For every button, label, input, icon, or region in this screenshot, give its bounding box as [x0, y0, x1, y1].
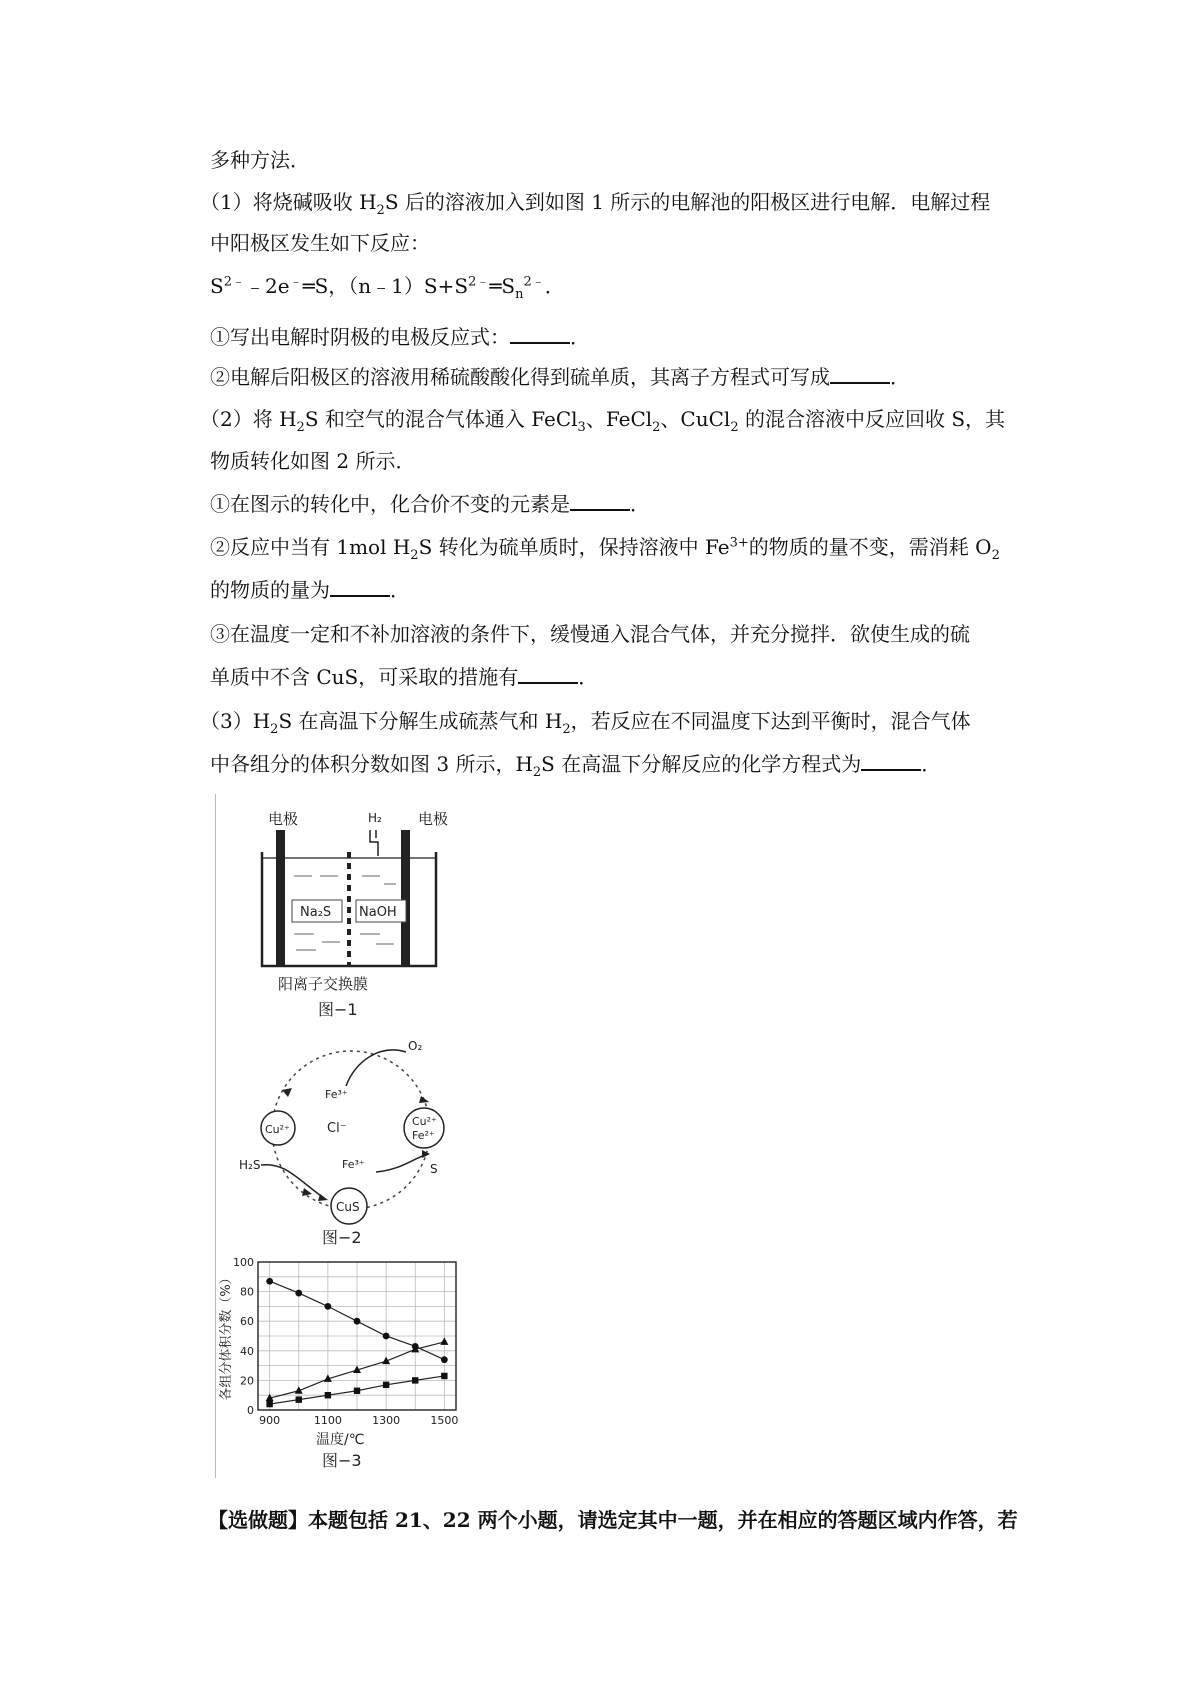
- question-3-intro: $(3)H_2S$ 在高温下分解生成硫蒸气和 $H_2$，若反应在不同温度下达到平衡时，混合气体: [200, 709, 971, 737]
- data-point-square: [441, 1373, 447, 1379]
- answer-blank-2-1[interactable]: [570, 509, 630, 511]
- x-tick-label: 1300: [372, 1414, 401, 1427]
- question-1-1: ①写出电解时阴极的电极反应式： ．: [210, 325, 590, 349]
- text-line-12: 单质中不含 CuS，可采取的措施有 ．: [210, 665, 599, 689]
- figure-1-caption: 图−1: [318, 1000, 358, 1019]
- y-tick-label: 100: [233, 1256, 254, 1269]
- data-point-circle: [354, 1318, 361, 1325]
- data-point-square: [412, 1377, 418, 1383]
- answer-blank-2-3[interactable]: [518, 682, 578, 684]
- text-line-0: 多种方法．: [210, 148, 310, 172]
- answer-blank-1-1[interactable]: [510, 342, 570, 344]
- cl-label: Cl⁻: [327, 1121, 347, 1136]
- electrode-label-left: 电极: [268, 810, 299, 828]
- figure-1: [215, 794, 476, 1030]
- y-tick-label: 20: [240, 1374, 254, 1388]
- anode-electrode: [276, 830, 285, 966]
- cu2-fe2-node: [404, 1108, 444, 1148]
- elective-question-header: 【选做题】本题包括 21、22 两个小题，请选定其中一题，并在相应的答题区域内作答，若: [208, 1508, 1018, 1532]
- data-point-circle: [383, 1333, 390, 1340]
- answer-blank-1-2[interactable]: [830, 382, 890, 384]
- figure-2-caption: 图−2: [322, 1228, 362, 1247]
- x-tick-label: 900: [259, 1414, 281, 1427]
- h2s-label: H₂S: [239, 1158, 261, 1172]
- y-tick-label: 80: [240, 1285, 254, 1299]
- y-axis-label: 各组分体积分数（%）: [219, 1271, 234, 1401]
- s-arrow: [376, 1154, 428, 1172]
- question-2-2: ②反应中当有 1mol $H_2S$ 转化为硫单质时，保持溶液中 $Fe^{3+}$的物质的量不变，需消耗 $O_2$: [210, 535, 1000, 563]
- cu2-label: Cu²⁺: [265, 1123, 290, 1136]
- cu2-fe2-label-top: Cu²⁺: [412, 1115, 437, 1128]
- data-point-square: [354, 1388, 360, 1394]
- data-point-square: [266, 1401, 272, 1407]
- data-point-square: [383, 1382, 389, 1388]
- h2-label: H₂: [368, 811, 382, 825]
- question-2-1: ①在图示的转化中，化合价不变的元素是 ．: [210, 492, 650, 516]
- volume-fraction-chart: [216, 1252, 480, 1478]
- figure-3-caption: 图−3: [322, 1451, 362, 1470]
- data-point-triangle: [440, 1337, 448, 1345]
- x-axis-label: 温度/℃: [316, 1432, 365, 1448]
- text-line-7: 物质转化如图 2 所示．: [210, 449, 416, 473]
- conversion-cycle-diagram: [216, 1030, 476, 1252]
- o2-arrow: [346, 1050, 406, 1086]
- question-1-intro: （1）将烧碱吸收 $H_2S$ 后的溶液加入到如图 1 所示的电解池的阳极区进行电解．电解过程: [200, 190, 991, 218]
- y-tick-label: 0: [247, 1404, 254, 1417]
- membrane-label: 阳离子交换膜: [278, 975, 369, 993]
- question-1-2: ②电解后阳极区的溶液用稀硫酸酸化得到硫单质，其离子方程式可写成 ．: [210, 365, 910, 389]
- cus-label: CuS: [336, 1200, 360, 1214]
- question-3-text: 中各组分的体积分数如图 3 所示，$H_2S$ 在高温下分解反应的化学方程式为 ．: [210, 752, 942, 780]
- cu2-fe2-label-bottom: Fe²⁺: [412, 1129, 435, 1142]
- y-tick-label: 40: [240, 1344, 254, 1358]
- question-2-intro: （2）将 $H_2S$ 和空气的混合气体通入 FeCl$_3$、FeCl$_2$、CuCl$_2$ 的混合溶液中反应回收 S，其: [200, 407, 1006, 435]
- question-2-3: ③在温度一定和不补加溶液的条件下，缓慢通入混合气体，并充分搅拌．欲使生成的硫: [210, 622, 970, 646]
- data-point-circle: [266, 1278, 273, 1285]
- figure-2: [215, 1030, 476, 1252]
- answer-blank-3[interactable]: [861, 769, 921, 771]
- naoh-label: NaOH: [359, 905, 397, 920]
- electrode-label-right: 电极: [418, 810, 449, 828]
- text-line-10: 的物质的量为 ．: [210, 578, 410, 602]
- x-tick-label: 1500: [430, 1414, 459, 1427]
- h2s-arrow: [261, 1165, 324, 1198]
- x-tick-label: 1100: [313, 1414, 342, 1427]
- data-point-square: [296, 1396, 302, 1402]
- o2-label: O₂: [408, 1039, 423, 1053]
- s-label: S: [430, 1162, 438, 1176]
- na2s-label: Na₂S: [300, 905, 332, 920]
- fe3-bottom-label: Fe³⁺: [342, 1158, 365, 1171]
- figure-3: [215, 1252, 480, 1478]
- data-point-square: [325, 1392, 331, 1398]
- fe3-top-label: Fe³⁺: [325, 1088, 348, 1101]
- text-line-2: 中阳极区发生如下反应：: [210, 231, 430, 255]
- cathode-electrode: [401, 830, 410, 966]
- data-point-circle: [441, 1356, 448, 1363]
- answer-blank-2-2[interactable]: [330, 595, 390, 597]
- data-point-circle: [324, 1303, 331, 1310]
- data-point-circle: [295, 1290, 302, 1297]
- y-tick-label: 60: [240, 1315, 254, 1329]
- anode-reactions: $S^{2﹣}﹣2e^﹣═S$，$(n﹣1)S+S^{2﹣}═S_n^{2﹣}$．: [210, 274, 565, 302]
- electrolysis-cell-diagram: [216, 794, 476, 1030]
